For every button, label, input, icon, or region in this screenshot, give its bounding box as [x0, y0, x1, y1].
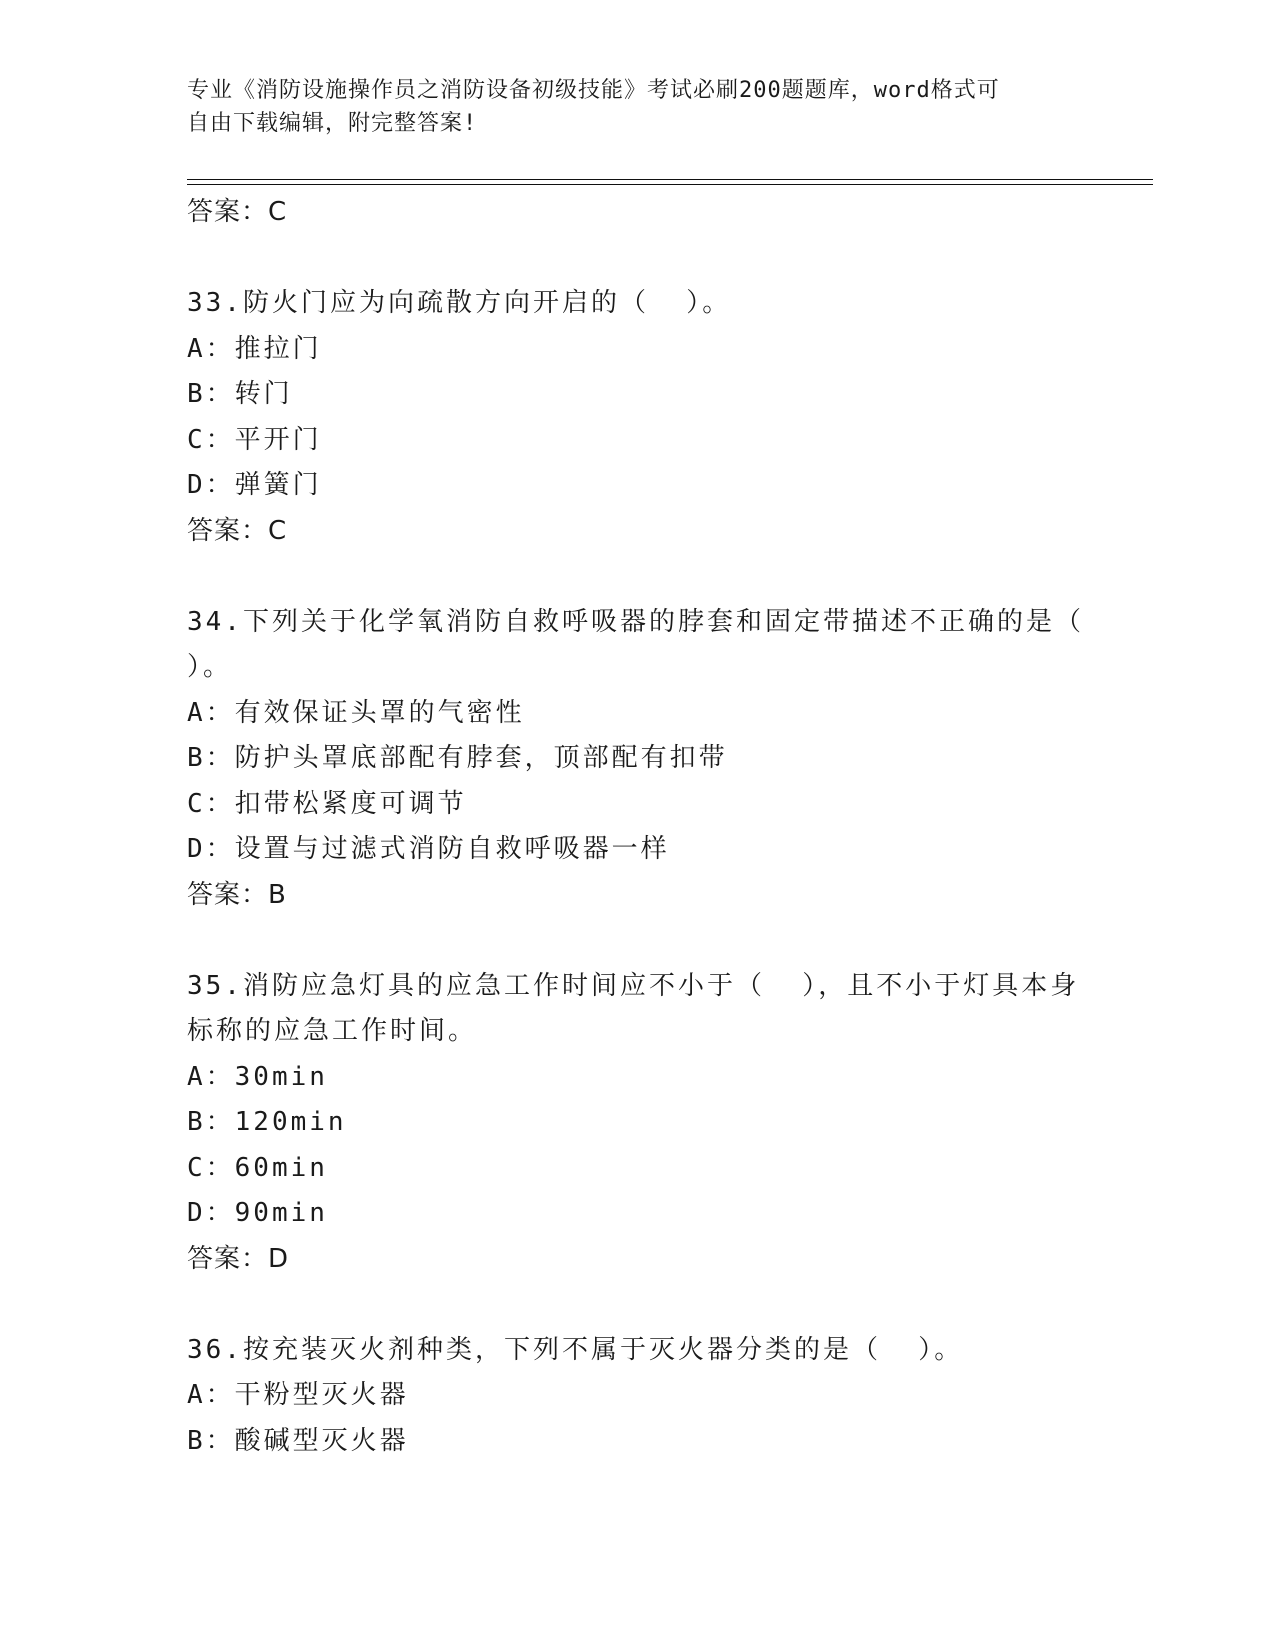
option-c: C：平开门	[187, 424, 322, 455]
option-a: A：推拉门	[187, 333, 322, 364]
document-body	[187, 190, 1087, 1464]
question-36	[187, 1328, 1087, 1465]
option-c: C：扣带松紧度可调节	[187, 788, 467, 819]
question-text: 35.消防应急灯具的应急工作时间应不小于（ ），且不小于灯具本身	[187, 970, 1080, 1001]
question-35	[187, 964, 1087, 1283]
option-b: B：酸碱型灭火器	[187, 1425, 409, 1456]
answer-label: 答案：C	[187, 197, 288, 227]
spacer	[187, 1282, 1087, 1328]
answer-label: 答案：B	[187, 879, 287, 910]
header-line-2: 自由下载编辑，附完整答案!	[187, 111, 478, 136]
document-header	[187, 74, 1067, 140]
option-b: B：防护头罩底部配有脖套，顶部配有扣带	[187, 743, 728, 773]
option-a: A：干粉型灭火器	[187, 1380, 409, 1410]
question-33	[187, 281, 1087, 554]
spacer	[187, 554, 1087, 600]
spacer	[187, 918, 1087, 964]
option-d: D：弹簧门	[187, 470, 322, 500]
option-d: D：90min	[187, 1198, 328, 1228]
option-b: B：转门	[187, 379, 293, 409]
question-text: 33.防火门应为向疏散方向开启的（ ）。	[187, 288, 732, 318]
answer-label: 答案：D	[187, 1243, 290, 1274]
question-text-continued: ）。	[187, 652, 233, 682]
header-divider-top	[187, 179, 1153, 180]
spacer	[187, 236, 1087, 282]
option-c: C：60min	[187, 1152, 328, 1183]
answer-label: 答案：C	[187, 515, 288, 546]
option-d: D：设置与过滤式消防自救呼吸器一样	[187, 834, 670, 864]
question-text-continued: 标称的应急工作时间。	[187, 1016, 478, 1046]
question-text: 34.下列关于化学氧消防自救呼吸器的脖套和固定带描述不正确的是（	[187, 606, 1084, 637]
option-a: A：有效保证头罩的气密性	[187, 697, 525, 728]
option-a: A：30min	[187, 1061, 328, 1092]
question-text: 36.按充装灭火剂种类，下列不属于灭火器分类的是（ ）。	[187, 1334, 964, 1365]
header-divider-bottom	[187, 184, 1153, 185]
question-34	[187, 600, 1087, 919]
header-line-1: 专业《消防设施操作员之消防设备初级技能》考试必刷200题题库，word格式可	[187, 78, 1000, 103]
option-b: B：120min	[187, 1107, 347, 1137]
